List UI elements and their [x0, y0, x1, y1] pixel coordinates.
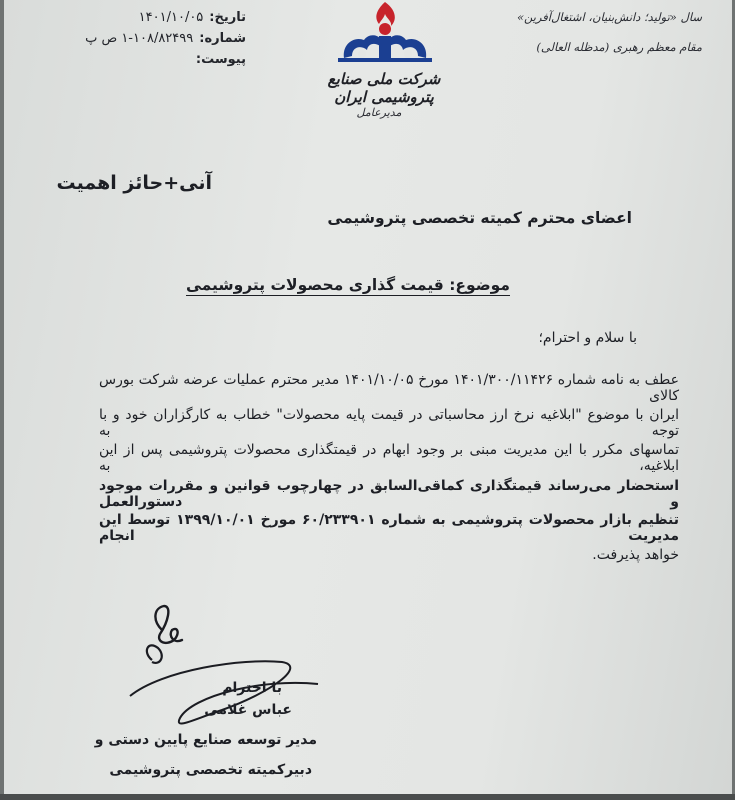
body-line: ایران با موضوع "ابلاغیه نرخ ارز محاسباتی در قیمت پایه محصولات" خطاب به کارگزاران خود و با توجه به [99, 407, 679, 439]
attachment-row [66, 52, 246, 73]
slogan-line-2: مقام معظم رهبری (مدظله العالی) [536, 40, 702, 54]
signer-title-2: دبیرکمیته تخصصی پتروشیمی [109, 762, 312, 778]
body-line: خواهد پذیرفت. [592, 547, 679, 563]
priority-label: آنی+حائز اهمیت [56, 172, 212, 194]
logo-sub-label: مدیرعامل [356, 106, 402, 119]
body-line: استحضار می‌رساند قیمتگذاری کماقی‌السابق در چهارچوب قوانین و مقررات موجود و دستورالعمل [99, 478, 679, 510]
greeting: با سلام و احترام؛ [538, 330, 637, 346]
attachment-label: پیوست: [195, 52, 246, 67]
date-value: ۱۴۰۱/۱۰/۰۵ [138, 10, 204, 25]
recipient: اعضای محترم کمیته تخصصی پتروشیمی [327, 209, 632, 227]
signer-title-1: مدیر توسعه صنایع پایین دستی و [94, 732, 317, 748]
body-line: تنظیم بازار محصولات پتروشیمی به شماره ۶۰/۲۳۳۹۰۱ مورخ ۱۳۹۹/۱۰/۰۱ توسط این مدیریت انجام [99, 512, 680, 544]
year-slogan [472, 10, 702, 70]
number-value: ۱-۱۰۸/۸۲۴۹۹ ص پ [85, 31, 194, 46]
subject: موضوع: قیمت گذاری محصولات پتروشیمی [185, 276, 510, 294]
company-name: شرکت ملی صنایع پتروشیمی ایران [327, 70, 441, 106]
letter-meta [66, 10, 246, 73]
letter-sheet [4, 0, 732, 795]
photo-edge [0, 794, 735, 800]
date-row [66, 10, 246, 31]
signature-block [94, 680, 317, 786]
body-line: تماسهای مکرر با این مدیریت مبنی بر وجود ابهام در قیمتگذاری محصولات پتروشیمی پس از این ابلاغیه، به [99, 442, 679, 474]
number-label: شماره: [199, 31, 246, 46]
closing: با احترام [222, 680, 282, 696]
body-line: عطف به نامه شماره ۱۴۰۱/۳۰۰/۱۱۴۲۶ مورخ ۱۴۰۱/۱۰/۰۵ مدیر محترم عملیات عرضه شرکت بورس کالای [99, 372, 679, 404]
signer-name: عباس غلامی [204, 702, 292, 718]
date-label: تاریخ: [209, 10, 246, 25]
slogan-line-1: سال «تولید؛ دانش‌بنیان، اشتغال‌آفرین» [516, 10, 702, 24]
number-row [66, 31, 246, 52]
